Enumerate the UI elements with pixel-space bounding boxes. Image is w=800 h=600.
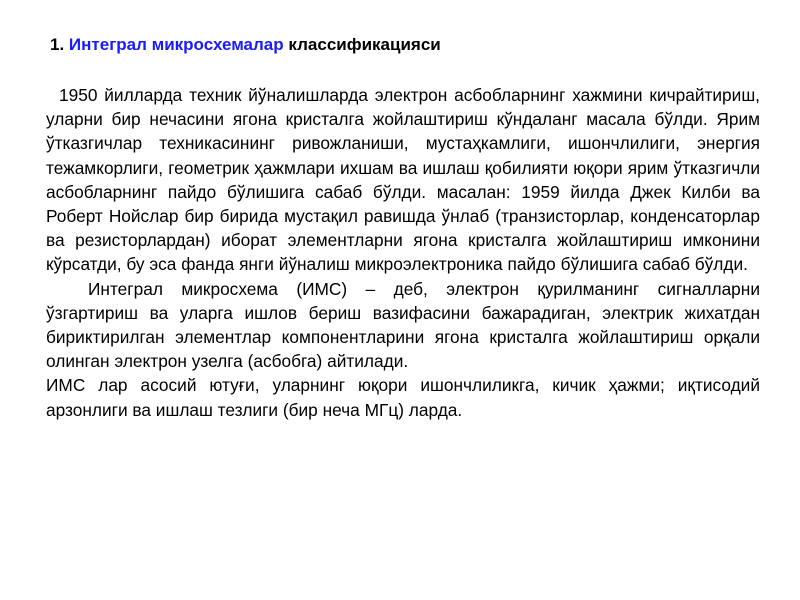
paragraph-history: 1950 йилларда техник йўналишларда электрон асбобларнинг хажмини кичрайтириш, уларни бир нечасини ягона кристалга жойлаштириш кўндаланг масала бўлди. Ярим ўтказгичлар техникасининг ривожланиши, мустаҳкамлиги, ишончлилиги, энергия тежамкорлиги, геометрик ҳажмлари ихшам ва ишлаш қобилияти юқори ярим ўтказгичли асбобларнинг пайдо бўлишига сабаб бўлди. масалан: 1959 йилда Джек Килби ва Роберт Нойслар бир бирида мустақил равишда ўнлаб (транзисторлар, конденсаторлар ва резисторлардан) иборат элементларни ягона кристалга жойлаштириш имконини кўрсатди, бу эса фанда янги йўналиш микроэлектроника пайдо бўлишига сабаб бўлди.: [46, 85, 760, 275]
paragraph-definition: Интеграл микросхема (ИМС) – деб, электрон қурилманинг сигналларни ўзгартириш ва уларга ишлов бериш вазифасини бажарадиган, электрик жихатдан бириктирилган элементлар компонентларини ягона кристалга жойлаштириш орқали олинган электрон узелга (асбобга) айтилади.: [46, 278, 760, 372]
paragraph-advantages: ИМС лар асосий ютуғи, уларнинг юқори ишончлиликга, кичик ҳажми; иқтисодий арзонлиги ва ишлаш тезлиги (бир неча МГц) ларда.: [46, 375, 760, 420]
body-text: [46, 83, 760, 422]
heading-highlight: Интеграл микросхемалар: [68, 35, 284, 54]
section-heading: [50, 34, 441, 56]
heading-number: 1.: [50, 35, 65, 54]
heading-rest: классификацияси: [288, 35, 441, 54]
